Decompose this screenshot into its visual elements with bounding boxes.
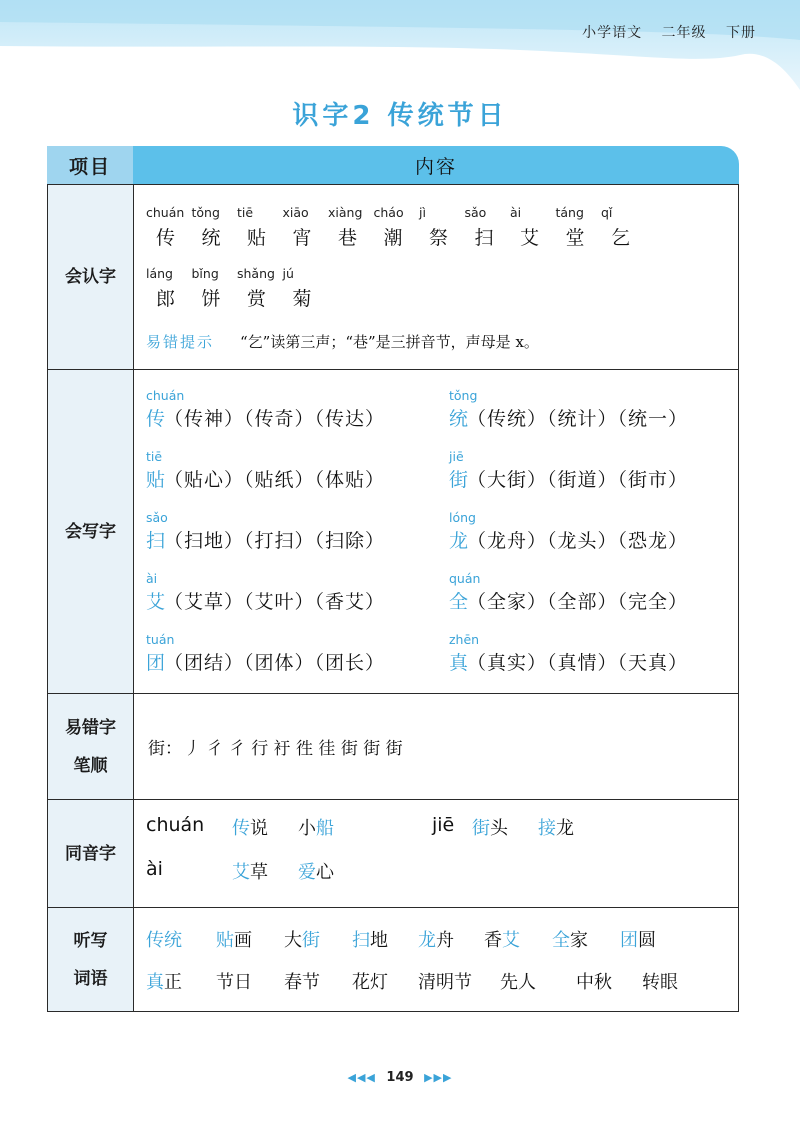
write-character: 贴 xyxy=(146,469,167,491)
strokes-content xyxy=(134,694,738,799)
pinyin: tǒng xyxy=(191,205,220,220)
write-character: 扫 xyxy=(146,530,167,552)
header-info xyxy=(568,22,756,42)
write-character: 传 xyxy=(146,408,167,430)
dictation-word xyxy=(146,968,182,994)
row-strokes xyxy=(47,694,739,800)
write-character: 真 xyxy=(449,652,470,674)
row-label-line2: 词语 xyxy=(73,968,108,989)
word-list: （贴心）（贴纸）（体贴） xyxy=(164,469,386,491)
word-highlight: 街 xyxy=(472,818,490,839)
character: 传 xyxy=(156,227,177,249)
word-list: （艾草）（艾叶）（香艾） xyxy=(164,591,386,613)
pinyin: xiàng xyxy=(328,205,363,220)
dictation-word xyxy=(576,968,612,994)
subject-label: 小学语文 xyxy=(582,25,643,41)
row-label: 会认字 xyxy=(48,185,134,369)
character: 菊 xyxy=(292,288,313,310)
word-highlight: 艾 xyxy=(232,862,250,883)
pinyin: chuán xyxy=(146,205,185,220)
character: 巷 xyxy=(338,227,359,249)
pinyin: tǒng xyxy=(449,388,478,403)
write-character: 团 xyxy=(146,652,167,674)
write-character: 龙 xyxy=(449,530,470,552)
pinyin: shǎng xyxy=(237,266,275,281)
row-label: 会写字 xyxy=(48,370,134,693)
word-highlight: 扫 xyxy=(352,930,370,951)
word-highlight: 艾 xyxy=(502,930,520,951)
dictation-word xyxy=(418,968,472,994)
word-plain: 地 xyxy=(370,930,388,951)
homophone-word xyxy=(298,858,334,884)
word-highlight: 接 xyxy=(538,818,556,839)
header-content: 内容 xyxy=(133,146,739,184)
dictation-word xyxy=(642,968,678,994)
pinyin: quán xyxy=(449,571,481,586)
word-highlight: 团 xyxy=(620,930,638,951)
homophone-word xyxy=(232,814,268,840)
recognize-content xyxy=(134,185,738,369)
word-plain: 中秋 xyxy=(576,972,612,993)
row-label xyxy=(48,908,134,1011)
pinyin: ài xyxy=(510,205,522,220)
homophone-word xyxy=(298,814,334,840)
character: 赏 xyxy=(247,288,268,310)
word-plain: 舟 xyxy=(436,930,454,951)
page-title: 识字2 传统节日 xyxy=(292,101,508,131)
word-list: （真实）（真情）（天真） xyxy=(467,652,689,674)
dictation-content xyxy=(134,908,738,1011)
write-content xyxy=(134,370,738,693)
character: 艾 xyxy=(520,227,541,249)
dictation-word xyxy=(284,926,320,952)
pinyin: qǐ xyxy=(601,205,613,220)
dictation-word xyxy=(418,926,454,952)
dictation-word xyxy=(552,926,588,952)
word-plain: 正 xyxy=(164,972,182,993)
word-highlight: 传统 xyxy=(146,930,182,951)
homophone-pinyin: ài xyxy=(146,858,163,880)
dictation-word xyxy=(352,926,388,952)
write-character: 统 xyxy=(449,408,470,430)
pinyin: lóng xyxy=(449,510,476,525)
pinyin: táng xyxy=(555,205,584,220)
row-dictation xyxy=(47,908,739,1012)
homophone-pinyin: jiē xyxy=(432,814,455,836)
write-character: 全 xyxy=(449,591,470,613)
dictation-word xyxy=(284,968,320,994)
write-character: 街 xyxy=(449,469,470,491)
character: 扫 xyxy=(474,227,495,249)
word-list: （全家）（全部）（完全） xyxy=(467,591,689,613)
pinyin: tiē xyxy=(146,449,163,464)
word-list: （传神）（传奇）（传达） xyxy=(164,408,386,430)
homophone-word xyxy=(538,814,574,840)
character: 祭 xyxy=(429,227,450,249)
pinyin: cháo xyxy=(373,205,404,220)
word-list: （扫地）（打扫）（扫除） xyxy=(164,530,386,552)
page-number: 149 xyxy=(386,1070,414,1085)
word-highlight: 传 xyxy=(232,818,250,839)
word-highlight: 全 xyxy=(552,930,570,951)
pinyin: chuán xyxy=(146,388,185,403)
hint-text: “乞”读第三声；“巷”是三拼音节，声母是 x。 xyxy=(240,333,539,351)
word-plain: 转眼 xyxy=(642,972,678,993)
word-plain: 说 xyxy=(250,818,268,839)
page-footer xyxy=(0,1070,800,1085)
stroke-char: 街： xyxy=(148,739,182,759)
character: 宵 xyxy=(292,227,313,249)
word-highlight: 龙 xyxy=(418,930,436,951)
dictation-word xyxy=(352,968,388,994)
word-plain: 画 xyxy=(234,930,252,951)
row-label-line1: 听写 xyxy=(73,930,108,951)
word-plain: 花灯 xyxy=(352,972,388,993)
dictation-word xyxy=(216,926,252,952)
pinyin: tuán xyxy=(146,632,175,647)
word-plain: 草 xyxy=(250,862,268,883)
word-plain: 大 xyxy=(284,930,302,951)
pinyin: xiāo xyxy=(282,205,309,220)
volume-label: 下册 xyxy=(726,25,756,41)
character: 郎 xyxy=(156,288,177,310)
word-highlight: 真 xyxy=(146,972,164,993)
row-label: 同音字 xyxy=(48,800,134,907)
left-arrows-icon: ◀◀◀ xyxy=(347,1071,376,1084)
pinyin: sǎo xyxy=(146,510,168,525)
character: 贴 xyxy=(247,227,268,249)
character: 统 xyxy=(201,227,222,249)
dictation-word xyxy=(484,926,520,952)
word-plain: 头 xyxy=(490,818,508,839)
word-list: （龙舟）（龙头）（恐龙） xyxy=(467,530,689,552)
character: 饼 xyxy=(201,288,222,310)
pinyin: sǎo xyxy=(464,205,487,220)
word-highlight: 街 xyxy=(302,930,320,951)
pinyin: jú xyxy=(282,266,294,281)
pinyin: ài xyxy=(146,571,158,586)
homophone-content xyxy=(134,800,738,907)
word-list: （大街）（街道）（街市） xyxy=(467,469,689,491)
hint-label: 易错提示 xyxy=(146,333,215,351)
stroke-sequence: 丿 彳 彳 行 衧 徃 徍 街 街 街 xyxy=(184,739,403,759)
word-plain: 圆 xyxy=(638,930,656,951)
row-recognize xyxy=(47,184,739,370)
homophone-word xyxy=(472,814,508,840)
word-plain: 香 xyxy=(484,930,502,951)
pinyin: láng xyxy=(146,266,173,281)
word-plain: 清明节 xyxy=(418,972,472,993)
row-label xyxy=(48,694,134,799)
homophone-pinyin: chuán xyxy=(146,814,205,836)
word-highlight: 爱 xyxy=(298,862,316,883)
character: 潮 xyxy=(383,227,404,249)
homophone-word xyxy=(232,858,268,884)
dictation-word xyxy=(620,926,656,952)
grade-label: 二年级 xyxy=(661,25,707,41)
pinyin: zhēn xyxy=(449,632,480,647)
word-highlight: 贴 xyxy=(216,930,234,951)
top-banner xyxy=(0,0,800,110)
pinyin: tiē xyxy=(237,205,254,220)
dictation-word xyxy=(146,926,182,952)
dictation-word xyxy=(216,968,252,994)
pinyin: bǐng xyxy=(191,266,219,281)
word-plain: 小 xyxy=(298,818,316,839)
word-plain: 龙 xyxy=(556,818,574,839)
word-list: （团结）（团体）（团长） xyxy=(164,652,386,674)
word-plain: 节日 xyxy=(216,972,252,993)
row-homophone xyxy=(47,800,739,908)
word-plain: 先人 xyxy=(500,972,536,993)
row-label-line1: 易错字 xyxy=(65,717,116,738)
row-label-line2: 笔顺 xyxy=(73,755,108,776)
pinyin: jiē xyxy=(449,449,464,464)
write-character: 艾 xyxy=(146,591,167,613)
dictation-word xyxy=(500,968,536,994)
character: 乞 xyxy=(611,227,632,249)
word-plain: 心 xyxy=(316,862,334,883)
row-write xyxy=(47,370,739,694)
word-plain: 春节 xyxy=(284,972,320,993)
pinyin: jì xyxy=(419,205,426,220)
summary-table xyxy=(47,146,739,1012)
header-item: 项目 xyxy=(47,146,133,184)
word-plain: 家 xyxy=(570,930,588,951)
table-header xyxy=(47,146,739,184)
word-highlight: 船 xyxy=(316,818,334,839)
right-arrows-icon: ▶▶▶ xyxy=(424,1071,453,1084)
word-list: （传统）（统计）（统一） xyxy=(467,408,689,430)
character: 堂 xyxy=(565,227,586,249)
